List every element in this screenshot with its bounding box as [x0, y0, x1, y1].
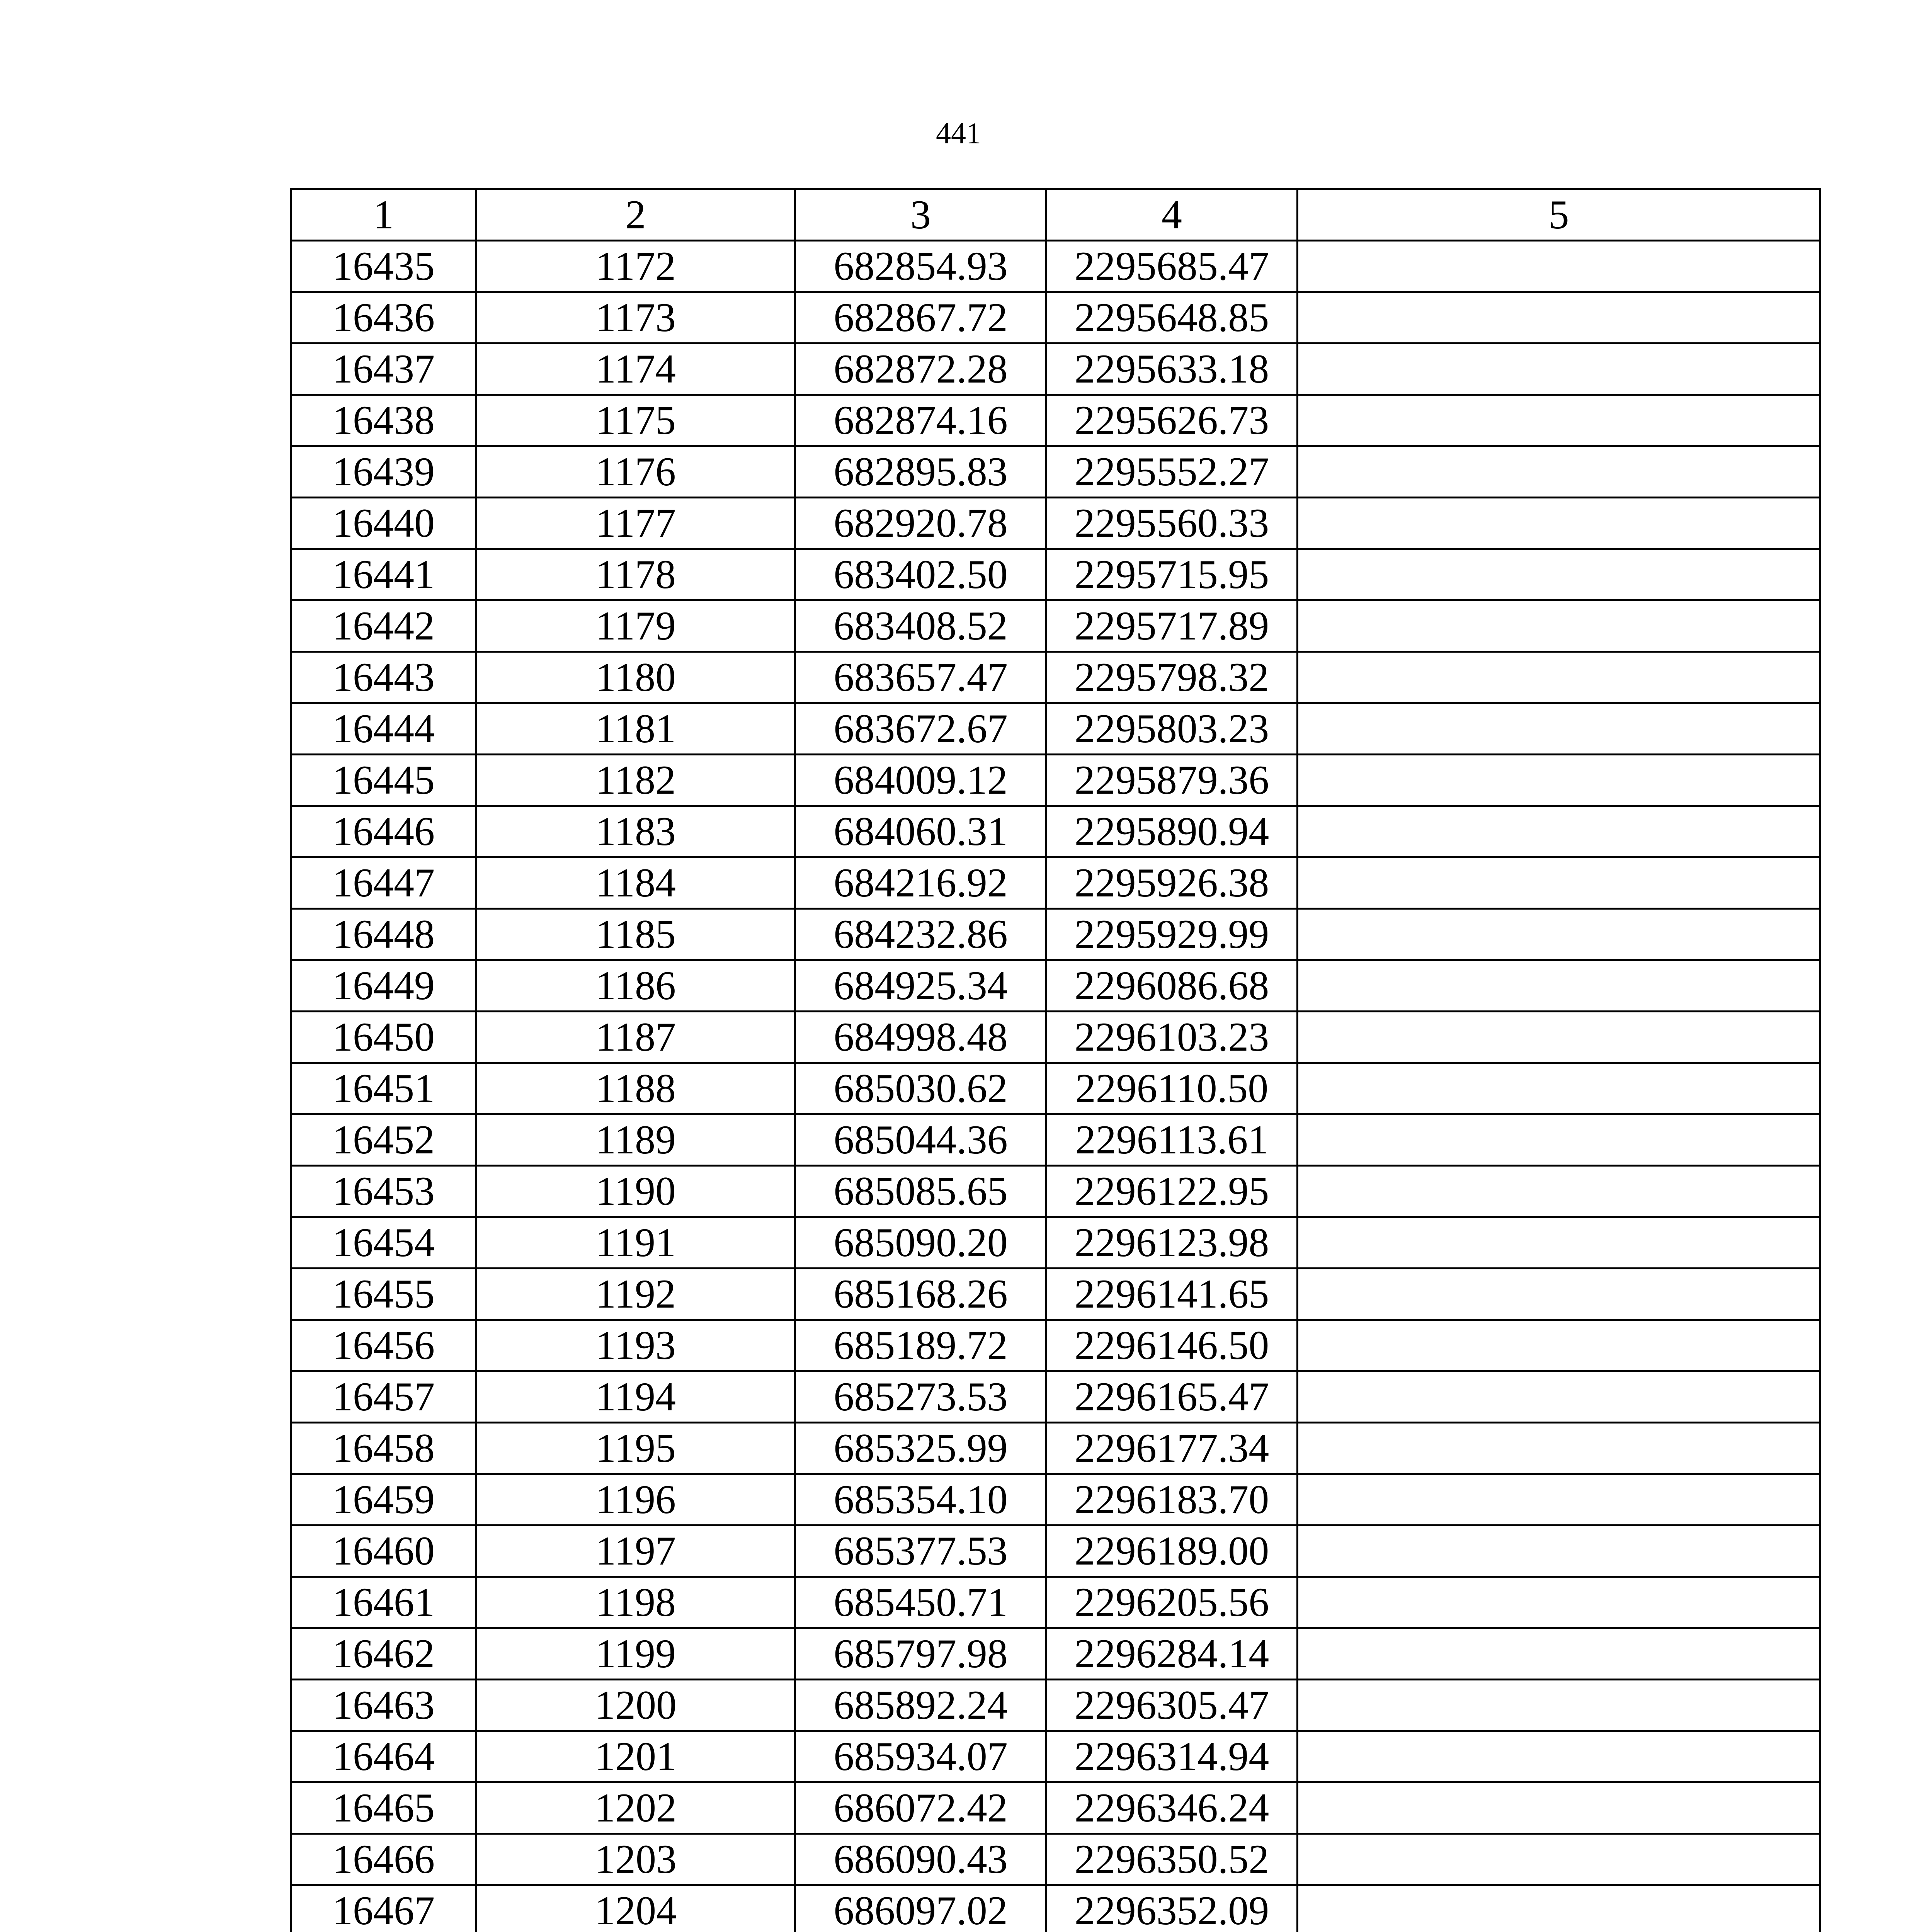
- x-coordinate-cell: 682854.93: [795, 241, 1046, 292]
- x-coordinate-cell: 685085.65: [795, 1166, 1046, 1217]
- index-cell: 1190: [476, 1166, 795, 1217]
- note-cell: [1298, 1166, 1820, 1217]
- point-number-cell: 16458: [291, 1423, 476, 1474]
- index-cell: 1194: [476, 1371, 795, 1423]
- x-coordinate-cell: 685273.53: [795, 1371, 1046, 1423]
- note-cell: [1298, 652, 1820, 703]
- header-cell-5: 5: [1298, 189, 1820, 241]
- table-row: [291, 1320, 1820, 1371]
- point-number-cell: 16465: [291, 1782, 476, 1834]
- table-row: [291, 1012, 1820, 1063]
- point-number-cell: 16448: [291, 909, 476, 960]
- x-coordinate-cell: 686072.42: [795, 1782, 1046, 1834]
- table-row: [291, 1731, 1820, 1782]
- index-cell: 1187: [476, 1012, 795, 1063]
- point-number-cell: 16436: [291, 292, 476, 344]
- index-cell: 1174: [476, 344, 795, 395]
- table-row: [291, 1628, 1820, 1680]
- x-coordinate-cell: 682874.16: [795, 395, 1046, 446]
- y-coordinate-cell: 2295560.33: [1046, 498, 1298, 549]
- index-cell: 1182: [476, 755, 795, 806]
- y-coordinate-cell: 2296123.98: [1046, 1217, 1298, 1269]
- note-cell: [1298, 1217, 1820, 1269]
- y-coordinate-cell: 2295648.85: [1046, 292, 1298, 344]
- y-coordinate-cell: 2296205.56: [1046, 1577, 1298, 1628]
- index-cell: 1201: [476, 1731, 795, 1782]
- table-row: [291, 1577, 1820, 1628]
- index-cell: 1199: [476, 1628, 795, 1680]
- table-row: [291, 395, 1820, 446]
- index-cell: 1172: [476, 241, 795, 292]
- index-cell: 1198: [476, 1577, 795, 1628]
- index-cell: 1175: [476, 395, 795, 446]
- point-number-cell: 16461: [291, 1577, 476, 1628]
- note-cell: [1298, 1474, 1820, 1526]
- table-row: [291, 1834, 1820, 1885]
- point-number-cell: 16450: [291, 1012, 476, 1063]
- point-number-cell: 16454: [291, 1217, 476, 1269]
- note-cell: [1298, 1526, 1820, 1577]
- x-coordinate-cell: 683672.67: [795, 703, 1046, 755]
- index-cell: 1193: [476, 1320, 795, 1371]
- index-cell: 1197: [476, 1526, 795, 1577]
- y-coordinate-cell: 2295633.18: [1046, 344, 1298, 395]
- x-coordinate-cell: 684998.48: [795, 1012, 1046, 1063]
- header-row: [291, 189, 1820, 241]
- table-row: [291, 1423, 1820, 1474]
- point-number-cell: 16455: [291, 1269, 476, 1320]
- note-cell: [1298, 960, 1820, 1012]
- point-number-cell: 16442: [291, 600, 476, 652]
- x-coordinate-cell: 683657.47: [795, 652, 1046, 703]
- table-row: [291, 652, 1820, 703]
- header-cell-1: 1: [291, 189, 476, 241]
- x-coordinate-cell: 682895.83: [795, 446, 1046, 498]
- y-coordinate-cell: 2296183.70: [1046, 1474, 1298, 1526]
- x-coordinate-cell: 685189.72: [795, 1320, 1046, 1371]
- note-cell: [1298, 806, 1820, 857]
- index-cell: 1184: [476, 857, 795, 909]
- y-coordinate-cell: 2296110.50: [1046, 1063, 1298, 1114]
- x-coordinate-cell: 685892.24: [795, 1680, 1046, 1731]
- table-row: [291, 806, 1820, 857]
- y-coordinate-cell: 2295879.36: [1046, 755, 1298, 806]
- point-number-cell: 16453: [291, 1166, 476, 1217]
- table-row: [291, 703, 1820, 755]
- table-row: [291, 1526, 1820, 1577]
- note-cell: [1298, 703, 1820, 755]
- x-coordinate-cell: 682920.78: [795, 498, 1046, 549]
- x-coordinate-cell: 685325.99: [795, 1423, 1046, 1474]
- note-cell: [1298, 292, 1820, 344]
- point-number-cell: 16438: [291, 395, 476, 446]
- point-number-cell: 16435: [291, 241, 476, 292]
- table-row: [291, 1269, 1820, 1320]
- x-coordinate-cell: 682867.72: [795, 292, 1046, 344]
- table-row: [291, 1063, 1820, 1114]
- y-coordinate-cell: 2295626.73: [1046, 395, 1298, 446]
- index-cell: 1179: [476, 600, 795, 652]
- point-number-cell: 16452: [291, 1114, 476, 1166]
- note-cell: [1298, 1063, 1820, 1114]
- x-coordinate-cell: 685090.20: [795, 1217, 1046, 1269]
- index-cell: 1177: [476, 498, 795, 549]
- table-row: [291, 549, 1820, 600]
- note-cell: [1298, 1782, 1820, 1834]
- x-coordinate-cell: 686090.43: [795, 1834, 1046, 1885]
- index-cell: 1173: [476, 292, 795, 344]
- index-cell: 1188: [476, 1063, 795, 1114]
- x-coordinate-cell: 685934.07: [795, 1731, 1046, 1782]
- table-row: [291, 857, 1820, 909]
- index-cell: 1200: [476, 1680, 795, 1731]
- note-cell: [1298, 241, 1820, 292]
- header-cell-2: 2: [476, 189, 795, 241]
- header-cell-3: 3: [795, 189, 1046, 241]
- x-coordinate-cell: 685450.71: [795, 1577, 1046, 1628]
- note-cell: [1298, 1114, 1820, 1166]
- table-row: [291, 241, 1820, 292]
- y-coordinate-cell: 2296177.34: [1046, 1423, 1298, 1474]
- x-coordinate-cell: 684232.86: [795, 909, 1046, 960]
- y-coordinate-cell: 2296165.47: [1046, 1371, 1298, 1423]
- point-number-cell: 16462: [291, 1628, 476, 1680]
- table-row: [291, 1885, 1820, 1932]
- header-cell-4: 4: [1046, 189, 1298, 241]
- y-coordinate-cell: 2295929.99: [1046, 909, 1298, 960]
- point-number-cell: 16447: [291, 857, 476, 909]
- x-coordinate-cell: 685168.26: [795, 1269, 1046, 1320]
- table-row: [291, 1166, 1820, 1217]
- table-body: [291, 241, 1820, 1932]
- index-cell: 1176: [476, 446, 795, 498]
- note-cell: [1298, 1012, 1820, 1063]
- y-coordinate-cell: 2296103.23: [1046, 1012, 1298, 1063]
- y-coordinate-cell: 2295717.89: [1046, 600, 1298, 652]
- y-coordinate-cell: 2296146.50: [1046, 1320, 1298, 1371]
- note-cell: [1298, 1269, 1820, 1320]
- point-number-cell: 16466: [291, 1834, 476, 1885]
- index-cell: 1202: [476, 1782, 795, 1834]
- note-cell: [1298, 498, 1820, 549]
- note-cell: [1298, 1371, 1820, 1423]
- point-number-cell: 16449: [291, 960, 476, 1012]
- note-cell: [1298, 1320, 1820, 1371]
- y-coordinate-cell: 2296141.65: [1046, 1269, 1298, 1320]
- y-coordinate-cell: 2295552.27: [1046, 446, 1298, 498]
- table-row: [291, 1371, 1820, 1423]
- point-number-cell: 16444: [291, 703, 476, 755]
- index-cell: 1180: [476, 652, 795, 703]
- point-number-cell: 16459: [291, 1474, 476, 1526]
- point-number-cell: 16440: [291, 498, 476, 549]
- table-row: [291, 446, 1820, 498]
- point-number-cell: 16437: [291, 344, 476, 395]
- note-cell: [1298, 549, 1820, 600]
- x-coordinate-cell: 685797.98: [795, 1628, 1046, 1680]
- note-cell: [1298, 395, 1820, 446]
- index-cell: 1183: [476, 806, 795, 857]
- x-coordinate-cell: 685354.10: [795, 1474, 1046, 1526]
- table-row: [291, 600, 1820, 652]
- point-number-cell: 16443: [291, 652, 476, 703]
- note-cell: [1298, 1680, 1820, 1731]
- table-row: [291, 960, 1820, 1012]
- index-cell: 1189: [476, 1114, 795, 1166]
- y-coordinate-cell: 2296314.94: [1046, 1731, 1298, 1782]
- table-row: [291, 1782, 1820, 1834]
- index-cell: 1186: [476, 960, 795, 1012]
- y-coordinate-cell: 2296305.47: [1046, 1680, 1298, 1731]
- point-number-cell: 16464: [291, 1731, 476, 1782]
- point-number-cell: 16445: [291, 755, 476, 806]
- table-row: [291, 498, 1820, 549]
- note-cell: [1298, 909, 1820, 960]
- y-coordinate-cell: 2296284.14: [1046, 1628, 1298, 1680]
- coordinates-table: [290, 188, 1821, 1932]
- x-coordinate-cell: 684925.34: [795, 960, 1046, 1012]
- y-coordinate-cell: 2296346.24: [1046, 1782, 1298, 1834]
- point-number-cell: 16441: [291, 549, 476, 600]
- point-number-cell: 16439: [291, 446, 476, 498]
- y-coordinate-cell: 2295803.23: [1046, 703, 1298, 755]
- index-cell: 1185: [476, 909, 795, 960]
- y-coordinate-cell: 2295715.95: [1046, 549, 1298, 600]
- point-number-cell: 16446: [291, 806, 476, 857]
- table-row: [291, 1217, 1820, 1269]
- note-cell: [1298, 755, 1820, 806]
- x-coordinate-cell: 684009.12: [795, 755, 1046, 806]
- point-number-cell: 16457: [291, 1371, 476, 1423]
- index-cell: 1178: [476, 549, 795, 600]
- point-number-cell: 16463: [291, 1680, 476, 1731]
- note-cell: [1298, 600, 1820, 652]
- table-row: [291, 1680, 1820, 1731]
- point-number-cell: 16460: [291, 1526, 476, 1577]
- note-cell: [1298, 1577, 1820, 1628]
- y-coordinate-cell: 2296189.00: [1046, 1526, 1298, 1577]
- point-number-cell: 16456: [291, 1320, 476, 1371]
- note-cell: [1298, 857, 1820, 909]
- table-row: [291, 292, 1820, 344]
- y-coordinate-cell: 2296352.09: [1046, 1885, 1298, 1932]
- y-coordinate-cell: 2296086.68: [1046, 960, 1298, 1012]
- y-coordinate-cell: 2295926.38: [1046, 857, 1298, 909]
- index-cell: 1195: [476, 1423, 795, 1474]
- point-number-cell: 16467: [291, 1885, 476, 1932]
- x-coordinate-cell: 683402.50: [795, 549, 1046, 600]
- note-cell: [1298, 1885, 1820, 1932]
- table-row: [291, 755, 1820, 806]
- table-row: [291, 344, 1820, 395]
- y-coordinate-cell: 2295685.47: [1046, 241, 1298, 292]
- point-number-cell: 16451: [291, 1063, 476, 1114]
- y-coordinate-cell: 2296350.52: [1046, 1834, 1298, 1885]
- index-cell: 1203: [476, 1834, 795, 1885]
- index-cell: 1204: [476, 1885, 795, 1932]
- note-cell: [1298, 1834, 1820, 1885]
- index-cell: 1192: [476, 1269, 795, 1320]
- y-coordinate-cell: 2296113.61: [1046, 1114, 1298, 1166]
- index-cell: 1196: [476, 1474, 795, 1526]
- x-coordinate-cell: 684216.92: [795, 857, 1046, 909]
- note-cell: [1298, 446, 1820, 498]
- x-coordinate-cell: 686097.02: [795, 1885, 1046, 1932]
- x-coordinate-cell: 685030.62: [795, 1063, 1046, 1114]
- y-coordinate-cell: 2295798.32: [1046, 652, 1298, 703]
- note-cell: [1298, 344, 1820, 395]
- x-coordinate-cell: 684060.31: [795, 806, 1046, 857]
- index-cell: 1191: [476, 1217, 795, 1269]
- note-cell: [1298, 1731, 1820, 1782]
- page-number: 441: [936, 116, 981, 150]
- table-row: [291, 1474, 1820, 1526]
- index-cell: 1181: [476, 703, 795, 755]
- note-cell: [1298, 1628, 1820, 1680]
- table-header: [291, 189, 1820, 241]
- x-coordinate-cell: 685044.36: [795, 1114, 1046, 1166]
- x-coordinate-cell: 683408.52: [795, 600, 1046, 652]
- x-coordinate-cell: 685377.53: [795, 1526, 1046, 1577]
- table-row: [291, 1114, 1820, 1166]
- table-row: [291, 909, 1820, 960]
- x-coordinate-cell: 682872.28: [795, 344, 1046, 395]
- y-coordinate-cell: 2296122.95: [1046, 1166, 1298, 1217]
- y-coordinate-cell: 2295890.94: [1046, 806, 1298, 857]
- note-cell: [1298, 1423, 1820, 1474]
